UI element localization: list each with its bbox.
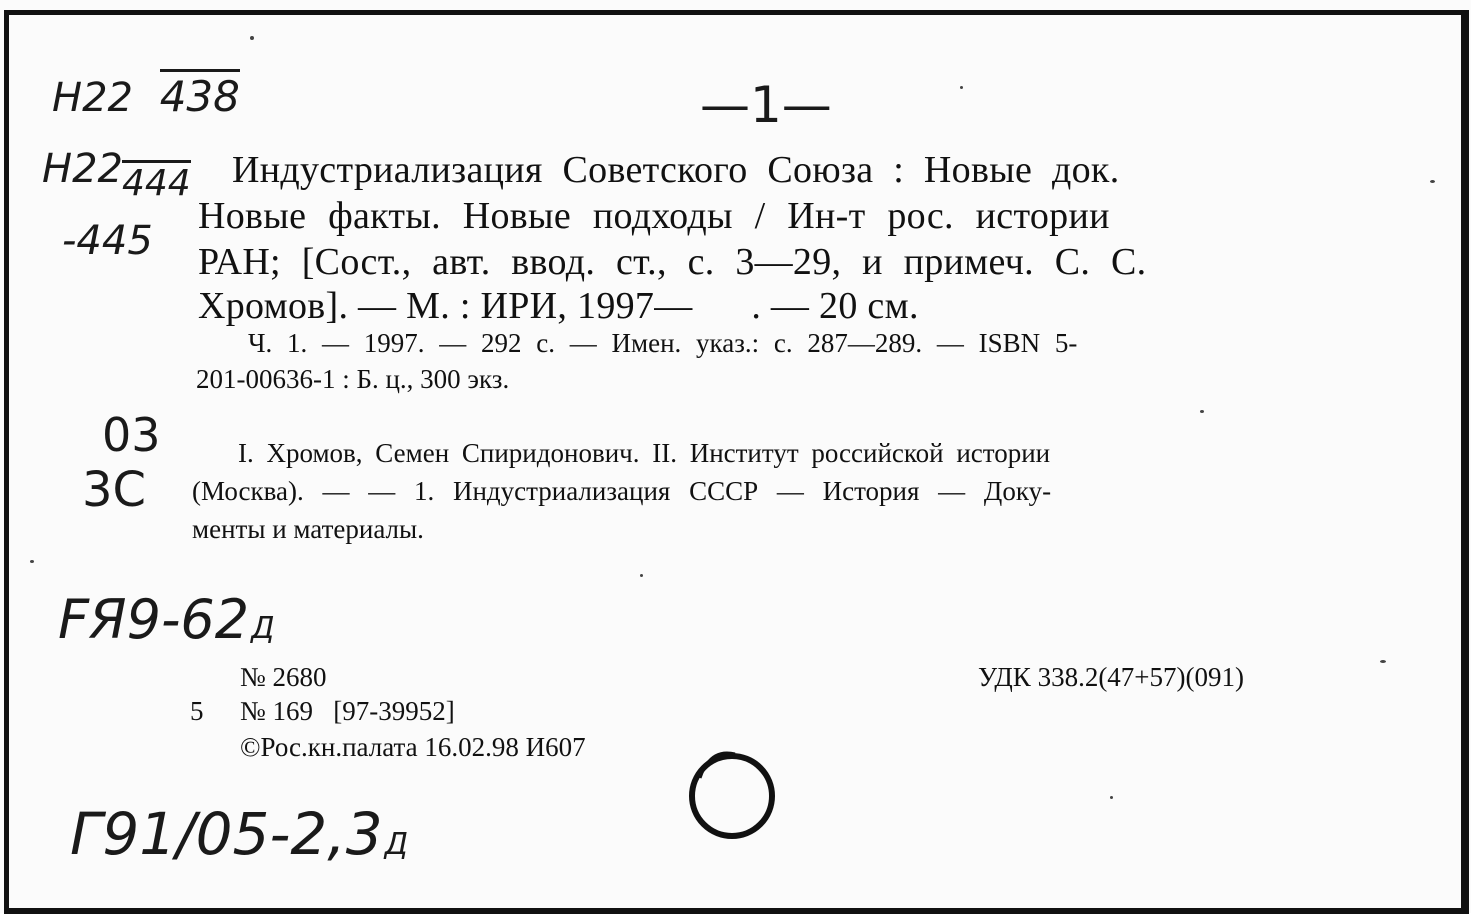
entry-part-line-2: 201-00636-1 : Б. ц., 300 экз. (196, 364, 510, 394)
inventory-2-suffix: Д (384, 827, 409, 862)
shelfmark-2-prefix: Н22 (42, 146, 123, 192)
entry-line-2: Новые факты. Новые подходы / Ин-т рос. истории (198, 195, 1110, 237)
noise-speck (1380, 660, 1386, 663)
handwritten-subject-code-2: 3С (82, 462, 147, 518)
handwritten-shelfmark-1 (52, 72, 240, 121)
tracings-line-2: (Москва). — — 1. Индустриализация СССР — История — Доку- (192, 476, 1052, 506)
handwritten-shelfmark-2-number: 444 (122, 160, 191, 204)
noise-speck (250, 36, 254, 40)
shelfmark-1-prefix: Н22 (52, 75, 133, 121)
entry-line-4: Хромов]. — М. : ИРИ, 1997— . — 20 см. (198, 285, 919, 327)
handwritten-subject-code-1: 03 (102, 408, 161, 462)
shelfmark-1-number: 438 (160, 69, 240, 121)
handwritten-top-mark: —1— (700, 76, 832, 134)
handwritten-shelfmark-2 (42, 146, 123, 192)
inventory-1-suffix: Д (251, 611, 275, 646)
entry-line-1: Индустриализация Советского Союза : Новые док. (232, 149, 1120, 191)
footer-number-2: № 169 [97-39952] (240, 696, 455, 726)
handwritten-shelfmark-2-range: -445 (62, 218, 153, 264)
noise-speck (960, 86, 963, 89)
handwritten-circle-mark (680, 738, 790, 848)
inventory-1-text: FЯ9-62 (58, 588, 250, 651)
footer-publisher: ©Рос.кн.палата 16.02.98 И607 (240, 732, 586, 762)
handwritten-inventory-2 (70, 800, 408, 868)
inventory-2-text: Г91/05-2,3 (70, 800, 383, 868)
noise-speck (1110, 796, 1113, 799)
noise-speck (640, 574, 643, 577)
footer-prefix-5: 5 (190, 696, 204, 726)
handwritten-inventory-1 (58, 588, 275, 651)
entry-part-line-1: Ч. 1. — 1997. — 292 с. — Имен. указ.: с. 287—289. — ISBN 5- (248, 328, 1078, 358)
tracings-line-1: I. Хромов, Семен Спиридонович. II. Институт российской истории (238, 438, 1051, 468)
tracings-line-3: менты и материалы. (192, 514, 424, 544)
noise-speck (1430, 180, 1435, 183)
footer-udk: УДК 338.2(47+57)(091) (978, 662, 1245, 692)
noise-speck (30, 560, 34, 563)
noise-speck (1200, 410, 1204, 413)
footer-number-1: № 2680 (240, 662, 327, 692)
entry-line-3: РАН; [Сост., авт. ввод. ст., с. 3—29, и примеч. С. С. (198, 241, 1147, 283)
